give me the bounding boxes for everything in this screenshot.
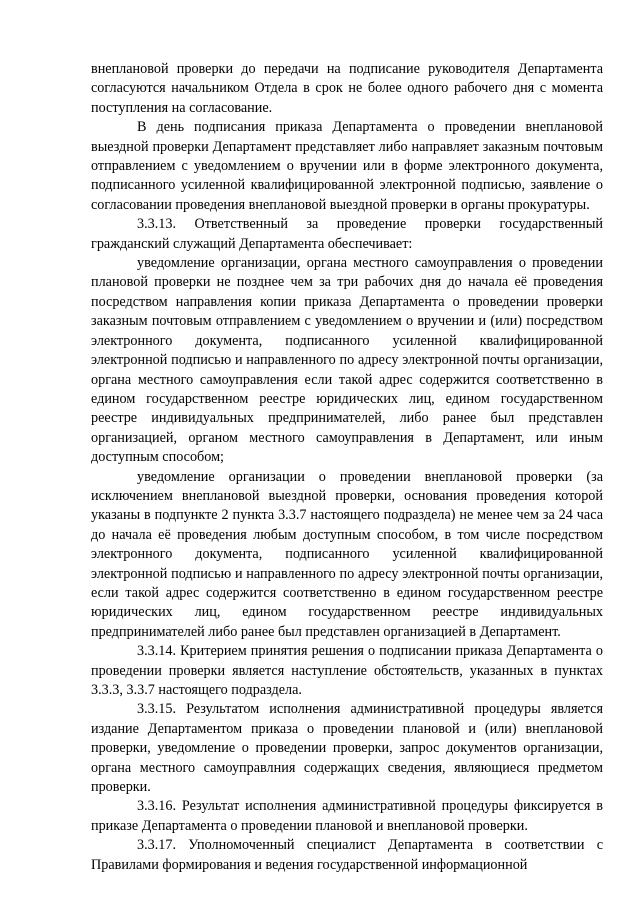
paragraph-unplanned-notice: уведомление организации о проведении внеплановой проверки (за исключением внеплановой выездной проверки, основания проведения которой указаны в подпункте 2 пункта 3.3.7 настоящего подраздела) не менее чем за 24 часа до начала её проведения любым доступным способом, в том числе посредством электронного документа, подписанного усиленной квалифицированной электронной подписью и направленного по адресу электронной почты организации, если такой адрес содержится соответственно в едином государственном реестре юридических лиц, едином государственном реестре индивидуальных предпринимателей либо ранее был представлен организацией в Департамент. [91,468,603,640]
paragraph-prosecutor-notice: В день подписания приказа Департамента о проведении внеплановой выездной проверки Департамент представляет либо направляет заказным почтовым отправлением с уведомлением о вручении или в форме электронного документа, подписанного усиленной квалифицированной электронной подписью, заявление о согласовании проведения внеплановой выездной проверки в органы прокуратуры. [91,119,603,213]
paragraph-planned-notice: уведомление организации, органа местного самоуправления о проведении плановой проверки не позднее чем за три рабочих дня до начала её проведения посредством направления копии приказа Департамента о проведении проверки заказным почтовым отправлением с уведомлением о вручении и (или) посредством электронного документа, подписанного усиленной квалифицированной электронной подписью и направленного по адресу электронной почты организации, органа местного самоуправления если такой адрес содержится соответственно в едином государственном реестре юридических лиц, едином государственном реестре индивидуальных предпринимателей, либо ранее был представлен организацией, органом местного самоуправления в Департамент, или иным доступным способом; [91,255,603,466]
document-body [91,60,603,875]
paragraph-3-3-14: 3.3.14. Критерием принятия решения о подписании приказа Департамента о проведении проверки является наступление обстоятельств, указанных в пунктах 3.3.3, 3.3.7 настоящего подраздела. [91,643,603,698]
paragraph-3-3-16: 3.3.16. Результат исполнения административной процедуры фиксируется в приказе Департамента о проведении плановой и внеплановой проверки. [91,798,603,834]
paragraph-3-3-17: 3.3.17. Уполномоченный специалист Департамента в соответствии с Правилами формирования и ведения государственной информационной [91,837,603,873]
paragraph-3-3-15: 3.3.15. Результатом исполнения административной процедуры является издание Департаментом приказа о проведении плановой и (или) внеплановой проверки, уведомление о проведении проверки, запрос документов организации, органа местного самоуправлния содержащих сведения, являющиеся предметом проверки. [91,701,603,796]
paragraph-continuation: внеплановой проверки до передачи на подписание руководителя Департамента согласуются начальником Отдела в срок не более одного рабочего дня с момента поступления на согласование. [91,61,603,116]
paragraph-3-3-13: 3.3.13. Ответственный за проведение проверки государственный гражданский служащий Департамента обеспечивает: [91,216,603,252]
